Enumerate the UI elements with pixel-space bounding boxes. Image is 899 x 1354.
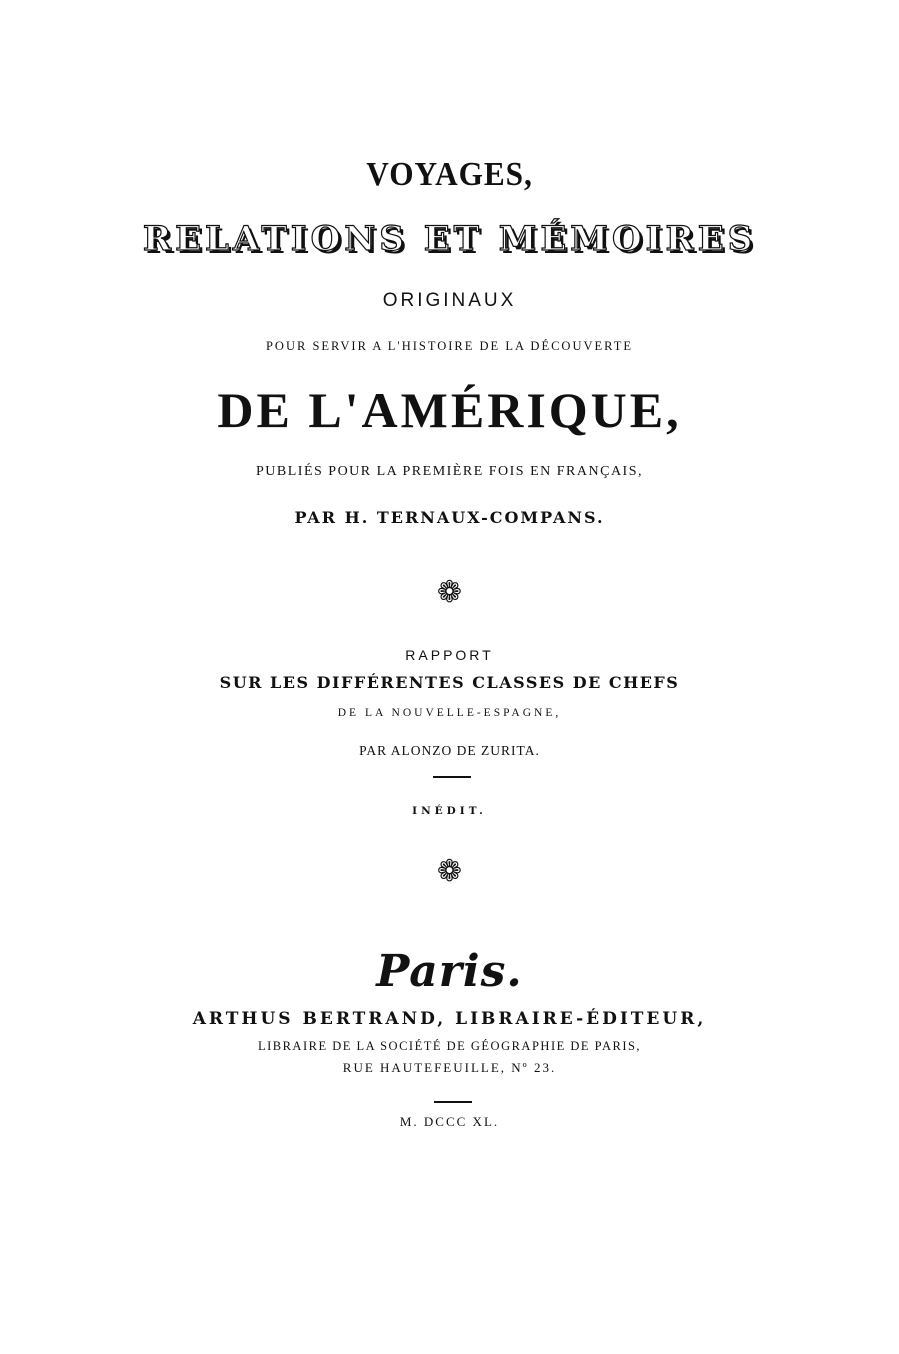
title-relations-text: RELATIONS ET MÉMOIRES — [142, 219, 757, 259]
imprint-city: Paris. — [376, 946, 523, 997]
divider-rule — [434, 1101, 472, 1103]
work-inedit: INÉDIT. — [412, 805, 487, 817]
work-subject: SUR LES DIFFÉRENTES CLASSES DE CHEFS — [219, 673, 680, 692]
title-voyages: VOYAGES, — [366, 156, 533, 193]
imprint-date: M. DCCC XL. — [399, 1114, 500, 1129]
title-pour-servir: POUR SERVIR A L'HISTOIRE DE LA DÉCOUVERTE — [265, 339, 633, 353]
work-nouvelle-espagne: DE LA NOUVELLE-ESPAGNE, — [337, 707, 562, 719]
ornament-icon: ❁ — [436, 854, 463, 889]
imprint-publisher: ARTHUS BERTRAND, LIBRAIRE-ÉDITEUR, — [192, 1009, 707, 1029]
work-rapport: RAPPORT — [405, 647, 494, 663]
title-author-ternaux: PAR H. TERNAUX-COMPANS. — [294, 508, 605, 527]
title-publies: PUBLIÉS POUR LA PREMIÈRE FOIS EN FRANÇAIS, — [256, 464, 643, 479]
ornament-icon: ❁ — [436, 575, 463, 610]
divider-rule — [433, 776, 471, 778]
imprint-address: RUE HAUTEFEUILLE, Nº 23. — [342, 1060, 557, 1075]
title-originaux: ORIGINAUX — [382, 290, 517, 311]
imprint-society: LIBRAIRE DE LA SOCIÉTÉ DE GÉOGRAPHIE DE PARIS, — [257, 1039, 642, 1053]
title-amerique: DE L'AMÉRIQUE, — [217, 382, 682, 438]
work-author-zurita: PAR ALONZO DE ZURITA. — [359, 743, 540, 758]
title-relations-memoires — [0, 219, 899, 259]
